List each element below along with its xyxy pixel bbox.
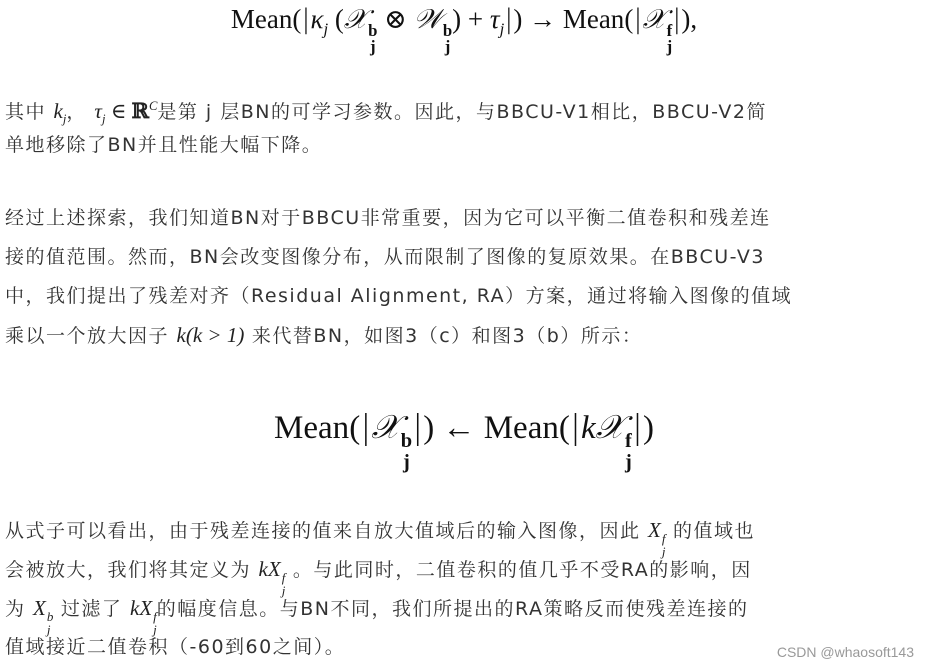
text-run: 过滤了 bbox=[53, 598, 130, 620]
math-x: X bbox=[33, 596, 46, 620]
abs-bar-open-2: | bbox=[633, 4, 643, 35]
k-factor: k bbox=[580, 410, 596, 446]
arrow-left: ← bbox=[442, 410, 476, 446]
math-sub-j: j bbox=[661, 543, 666, 559]
paragraph-line: 值域接近二值卷积（-60到60之间）。 bbox=[5, 636, 346, 658]
math-sup-b: b bbox=[46, 608, 54, 624]
kappa-symbol: κ bbox=[310, 4, 324, 34]
abs-bar-open-2: | bbox=[569, 407, 581, 446]
math-x: X bbox=[267, 557, 281, 581]
math-k: k bbox=[258, 557, 268, 581]
paragraph-line bbox=[5, 589, 923, 637]
text-run: 来代替BN，如图3（c）和图3（b）所示： bbox=[244, 325, 643, 347]
math-sub-j: j bbox=[281, 582, 286, 598]
math-k-j bbox=[53, 99, 67, 127]
paragraph-line: 经过上述探索，我们知道BN对于BBCU非常重要，因为它可以平衡二值卷积和残差连 bbox=[5, 207, 771, 229]
w-subscript: j bbox=[444, 37, 451, 57]
text-run: 的值域也 bbox=[665, 520, 756, 542]
text-run: ， bbox=[66, 101, 95, 123]
tau-subscript: j bbox=[499, 19, 505, 39]
paragraph-line: 中，我们提出了残差对齐（Residual Alignment, RA）方案，通过将输入图像的值域 bbox=[5, 285, 793, 307]
math-x: X bbox=[139, 596, 153, 620]
x-symbol: 𝒳 bbox=[371, 407, 400, 446]
trailing-comma: , bbox=[690, 4, 698, 34]
text-run: 乘以一个放大因子 bbox=[5, 325, 177, 347]
text-run: 会被放大，我们将其定义为 bbox=[5, 559, 259, 581]
paren-open: ( bbox=[349, 410, 361, 446]
abs-bar-open: | bbox=[360, 407, 372, 446]
math-sup-c: C bbox=[148, 99, 158, 113]
math-tau-in-r bbox=[94, 98, 158, 127]
text-run: 。与此同时，二值卷积的值几乎不受RA的影响，因 bbox=[285, 559, 752, 581]
math-tau: τ bbox=[94, 99, 102, 123]
x-scripts bbox=[401, 431, 412, 472]
math-real-set: ℝ bbox=[131, 98, 149, 123]
math-sub-j: j bbox=[153, 621, 157, 637]
math-k-x-f-j bbox=[129, 596, 157, 637]
paragraph-line: 接的值范围。然而，BN会改变图像分布，从而限制了图像的复原效果。在BBCU-V3 bbox=[5, 246, 765, 268]
paragraph-line bbox=[5, 316, 923, 355]
x-scripts-right bbox=[625, 431, 632, 472]
w-superscript: b bbox=[442, 20, 453, 40]
paren-inner-close: ) bbox=[452, 4, 462, 34]
x-superscript-right: f bbox=[625, 430, 632, 453]
x-scripts bbox=[368, 20, 378, 57]
text-run: 其中 bbox=[5, 101, 54, 123]
x-subscript-right: j bbox=[625, 450, 632, 473]
text-run: 从式子可以看出，由于残差连接的值来自放大值域后的输入图像，因此 bbox=[5, 520, 649, 542]
math-sub-j: j bbox=[46, 621, 51, 637]
paren-inner-open: ( bbox=[334, 4, 344, 34]
arrow-right: → bbox=[529, 4, 557, 34]
x-symbol: 𝒳 bbox=[343, 4, 368, 35]
math-x: X bbox=[648, 518, 661, 542]
paragraph-line bbox=[5, 550, 923, 598]
x-symbol-right: 𝒳 bbox=[642, 4, 666, 35]
x-superscript: b bbox=[368, 20, 378, 40]
kappa-subscript: j bbox=[323, 19, 329, 39]
w-scripts bbox=[442, 20, 453, 57]
math-k: k bbox=[129, 596, 140, 620]
otimes-symbol: ⊗ bbox=[384, 4, 407, 34]
x-symbol-right: 𝒳 bbox=[595, 407, 625, 446]
paren-close: ) bbox=[423, 410, 435, 446]
math-sup-f: f bbox=[281, 569, 286, 585]
math-sub-j: j bbox=[101, 112, 106, 127]
mean-function-left: Mean bbox=[274, 410, 350, 446]
x-subscript: j bbox=[402, 450, 410, 473]
paragraph-residual-alignment bbox=[5, 199, 923, 355]
text-run: 的幅度信息。与BN不同，我们所提出的RA策略反而使残差连接的 bbox=[156, 598, 749, 620]
abs-bar-close-2: | bbox=[672, 4, 682, 35]
w-symbol: 𝒲 bbox=[413, 4, 442, 35]
abs-bar-close-2: | bbox=[631, 407, 643, 446]
x-superscript-right: f bbox=[666, 20, 673, 40]
math-k-x-f-j bbox=[258, 557, 286, 598]
mean-function-right: Mean bbox=[483, 410, 559, 446]
math-sup-f: f bbox=[153, 608, 157, 624]
equation-mean-alignment bbox=[0, 407, 928, 472]
paren-close-2: ) bbox=[681, 4, 691, 34]
paren-open-2: ( bbox=[624, 4, 634, 34]
paragraph-line: 单地移除了BN并且性能大幅下降。 bbox=[5, 134, 323, 156]
paren-open-2: ( bbox=[558, 410, 570, 446]
tau-symbol: τ bbox=[489, 4, 500, 34]
math-k-greater-1: k(k > 1) bbox=[176, 323, 245, 347]
text-run: 是第 j 层BN的可学习参数。因此，与BBCU-V1相比，BBCU-V2简 bbox=[157, 101, 767, 123]
paragraph-bn-params bbox=[5, 87, 923, 165]
math-in: ∈ bbox=[105, 99, 132, 123]
csdn-watermark: CSDN @whaosoft143 bbox=[776, 644, 914, 660]
x-subscript-right: j bbox=[666, 37, 673, 57]
math-sub-j: j bbox=[62, 112, 67, 127]
math-sup-f: f bbox=[661, 530, 666, 546]
abs-bar-open: | bbox=[301, 4, 311, 35]
paren-close: ) bbox=[513, 4, 523, 34]
paren-close-2: ) bbox=[642, 410, 654, 446]
x-subscript: j bbox=[369, 37, 376, 57]
paragraph-line bbox=[5, 87, 923, 126]
equation-mean-mapping bbox=[0, 4, 928, 56]
math-k: k bbox=[53, 99, 63, 123]
mean-function-left: Mean bbox=[230, 4, 293, 34]
paragraph-line bbox=[5, 511, 923, 559]
plus-symbol: + bbox=[467, 4, 484, 34]
abs-bar-close: | bbox=[412, 407, 424, 446]
mean-function-right: Mean bbox=[562, 4, 625, 34]
paren-open: ( bbox=[292, 4, 302, 34]
math-x-b-j bbox=[33, 596, 54, 637]
x-superscript: b bbox=[400, 430, 413, 453]
abs-bar-close: | bbox=[504, 4, 514, 35]
text-run: 为 bbox=[5, 598, 34, 620]
math-x-f-j bbox=[648, 518, 666, 559]
